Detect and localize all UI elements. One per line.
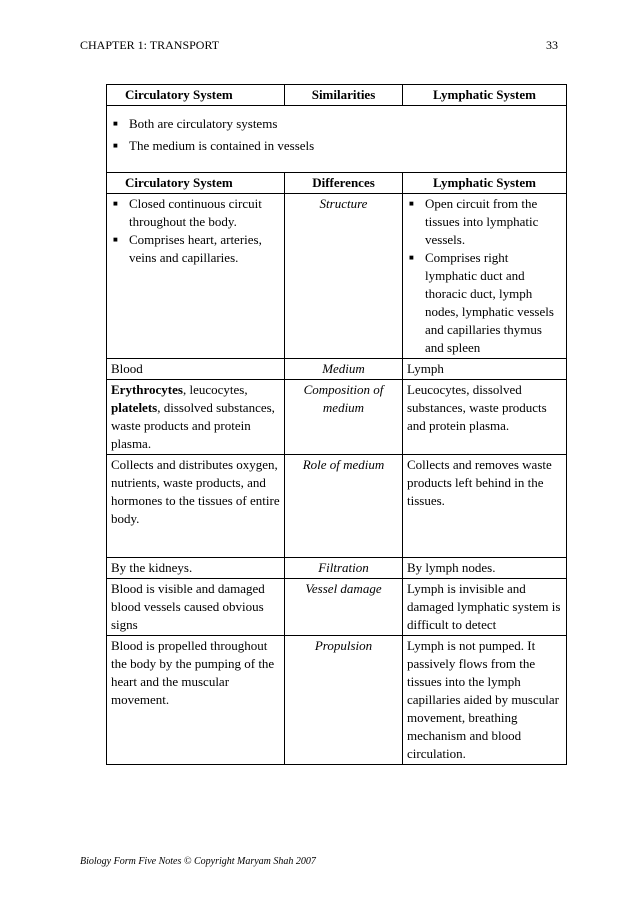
role-lymphatic: Collects and removes waste products left behind in the tissues.: [403, 455, 567, 558]
composition-row: [107, 380, 567, 455]
medium-lymphatic: Lymph: [403, 359, 567, 380]
similarities-header-row: [107, 85, 567, 106]
structure-circulatory: [107, 194, 285, 359]
propulsion-label: Propulsion: [285, 636, 403, 765]
erythrocytes-text: Erythrocytes: [111, 382, 183, 397]
composition-circulatory: Erythrocytes, leucocytes, platelets, dissolved substances, waste products and protein plasma.: [107, 380, 285, 455]
similarities-cell: [107, 106, 567, 173]
filtration-row: [107, 558, 567, 579]
diff-header-lymphatic: Lymphatic System: [403, 173, 567, 194]
diff-header-circulatory: Circulatory System: [107, 173, 285, 194]
similarities-list: [111, 107, 562, 171]
differences-header-row: [107, 173, 567, 194]
role-circulatory: Collects and distributes oxygen, nutrients, waste products, and hormones to the tissues of entire body.: [107, 455, 285, 558]
page-number: 33: [546, 38, 558, 52]
structure-row: [107, 194, 567, 359]
similarity-item: ■ Both are circulatory systems: [111, 115, 562, 133]
similarity-item: ■ The medium is contained in vessels: [111, 137, 562, 155]
similarities-row: [107, 106, 567, 173]
medium-circulatory: Blood: [107, 359, 285, 380]
role-label: Role of medium: [285, 455, 403, 558]
structure-lymphatic-item: ■ Comprises right lymphatic duct and thoracic duct, lymph nodes, lymphatic vessels and capillaries thymus and spleen: [407, 249, 562, 357]
role-row: [107, 455, 567, 558]
col-header-similarities: Similarities: [285, 85, 403, 106]
structure-circulatory-item: ■ Closed continuous circuit throughout the body.: [111, 195, 280, 231]
col-header-lymphatic: Lymphatic System: [403, 85, 567, 106]
platelets-text: platelets: [111, 400, 158, 415]
propulsion-row: [107, 636, 567, 765]
medium-label: Medium: [285, 359, 403, 380]
damage-label: Vessel damage: [285, 579, 403, 636]
damage-lymphatic: Lymph is invisible and damaged lymphatic system is difficult to detect: [403, 579, 567, 636]
damage-circulatory: Blood is visible and damaged blood vessels caused obvious signs: [107, 579, 285, 636]
structure-lymphatic: [403, 194, 567, 359]
structure-label: Structure: [285, 194, 403, 359]
composition-label: Composition of medium: [285, 380, 403, 455]
damage-row: [107, 579, 567, 636]
page-header: [80, 38, 558, 53]
page-footer: Biology Form Five Notes © Copyright Maryam Shah 2007: [80, 856, 316, 867]
comparison-table: [106, 84, 567, 765]
filtration-label: Filtration: [285, 558, 403, 579]
col-header-circulatory: Circulatory System: [107, 85, 285, 106]
filtration-lymphatic: By lymph nodes.: [403, 558, 567, 579]
propulsion-lymphatic: Lymph is not pumped. It passively flows from the tissues into the lymph capillaries aided by muscular movement, breathing mechanism and blood circulation.: [403, 636, 567, 765]
composition-lymphatic: Leucocytes, dissolved substances, waste products and protein plasma.: [403, 380, 567, 455]
propulsion-circulatory: Blood is propelled throughout the body by the pumping of the heart and the muscular movement.: [107, 636, 285, 765]
medium-row: [107, 359, 567, 380]
filtration-circulatory: By the kidneys.: [107, 558, 285, 579]
structure-circulatory-item: ■ Comprises heart, arteries, veins and capillaries.: [111, 231, 280, 267]
diff-header-differences: Differences: [285, 173, 403, 194]
structure-lymphatic-item: ■ Open circuit from the tissues into lymphatic vessels.: [407, 195, 562, 249]
chapter-title: CHAPTER 1: TRANSPORT: [80, 38, 220, 52]
